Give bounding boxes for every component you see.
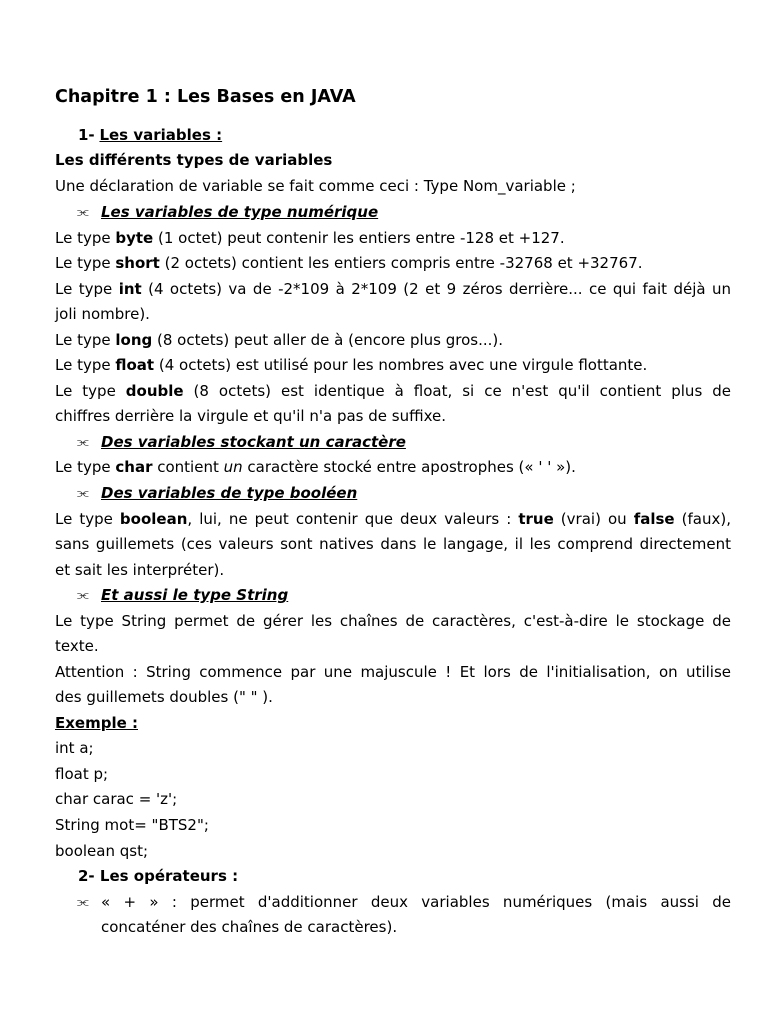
- string-line-3: Attention : String commence par une majuscule ! Et lors de l'initialisation, on utilise: [55, 663, 731, 681]
- keyword: short: [115, 254, 160, 272]
- boolean-line: Le type boolean, lui, ne peut contenir que deux valeurs : true (vrai) ou false (faux),: [55, 510, 731, 528]
- section-number: 1-: [78, 126, 95, 144]
- keyword: char: [115, 458, 153, 476]
- types-heading: Les différents types de variables: [55, 151, 333, 169]
- byte-line: Le type byte (1 octet) peut contenir les entiers entre -128 et +127.: [55, 229, 565, 247]
- int-line: Le type int (4 octets) va de -2*109 à 2*109 (2 et 9 zéros derrière... ce qui fait déjà un: [55, 280, 731, 298]
- keyword: int: [118, 280, 142, 298]
- section-label: Les opérateurs :: [99, 867, 239, 885]
- string-line-2: texte.: [55, 637, 99, 655]
- declaration-line: Une déclaration de variable se fait comme ceci : Type Nom_variable ;: [55, 177, 576, 195]
- boolean-line-end: et sait les interpréter).: [55, 561, 225, 579]
- subheading-char: Des variables stockant un caractère: [101, 433, 406, 451]
- code-line: char carac = 'z';: [55, 790, 178, 808]
- arrow-bullet-icon: ⫘: [77, 895, 89, 910]
- double-line: Le type double (8 octets) est identique à float, si ce n'est qu'il contient plus de: [55, 382, 731, 400]
- code-line: int a;: [55, 739, 94, 757]
- int-line-continued: joli nombre).: [55, 305, 150, 323]
- arrow-bullet-icon: ⫘: [77, 486, 89, 501]
- keyword: float: [115, 356, 155, 374]
- section-heading-operators: [78, 867, 731, 886]
- arrow-bullet-icon: ⫘: [77, 205, 89, 220]
- subheading-numeric: Les variables de type numérique: [101, 203, 379, 221]
- keyword: boolean: [119, 510, 188, 528]
- char-line: Le type char contient un caractère stocké entre apostrophes (« ' ' »).: [55, 458, 576, 476]
- long-line: Le type long (8 octets) peut aller de à (encore plus gros...).: [55, 331, 504, 349]
- short-line: Le type short (2 octets) contient les entiers compris entre -32768 et +32767.: [55, 254, 643, 272]
- arrow-bullet-icon: ⫘: [77, 435, 89, 450]
- keyword: long: [115, 331, 153, 349]
- section-number: 2-: [78, 867, 95, 885]
- section-heading-variables: [78, 126, 731, 145]
- chapter-title: Chapitre 1 : Les Bases en JAVA: [55, 87, 356, 107]
- double-line-continued: chiffres derrière la virgule et qu'il n'a pas de suffixe.: [55, 407, 446, 425]
- code-line: String mot= "BTS2";: [55, 816, 209, 834]
- example-label: Exemple :: [55, 714, 138, 732]
- string-line-4: des guillemets doubles (" " ).: [55, 688, 273, 706]
- code-line: float p;: [55, 765, 109, 783]
- code-line: boolean qst;: [55, 842, 149, 860]
- section-label: Les variables :: [99, 126, 223, 144]
- arrow-bullet-icon: ⫘: [77, 588, 89, 603]
- string-line-1: Le type String permet de gérer les chaînes de caractères, c'est-à-dire le stockage de: [55, 612, 731, 630]
- keyword: byte: [115, 229, 154, 247]
- keyword-true: true: [518, 510, 554, 528]
- subheading-boolean: Des variables de type booléen: [101, 484, 358, 502]
- plus-operator-line: « + » : permet d'additionner deux variables numériques (mais aussi de: [101, 893, 731, 911]
- boolean-line-continued: sans guillemets (ces valeurs sont natives dans le langage, il les comprend directement: [55, 535, 731, 553]
- float-line: Le type float (4 octets) est utilisé pour les nombres avec une virgule flottante.: [55, 356, 648, 374]
- keyword-false: false: [633, 510, 675, 528]
- subheading-string: Et aussi le type String: [101, 586, 289, 604]
- plus-operator-line-continued: concaténer des chaînes de caractères).: [101, 918, 398, 936]
- keyword: double: [125, 382, 184, 400]
